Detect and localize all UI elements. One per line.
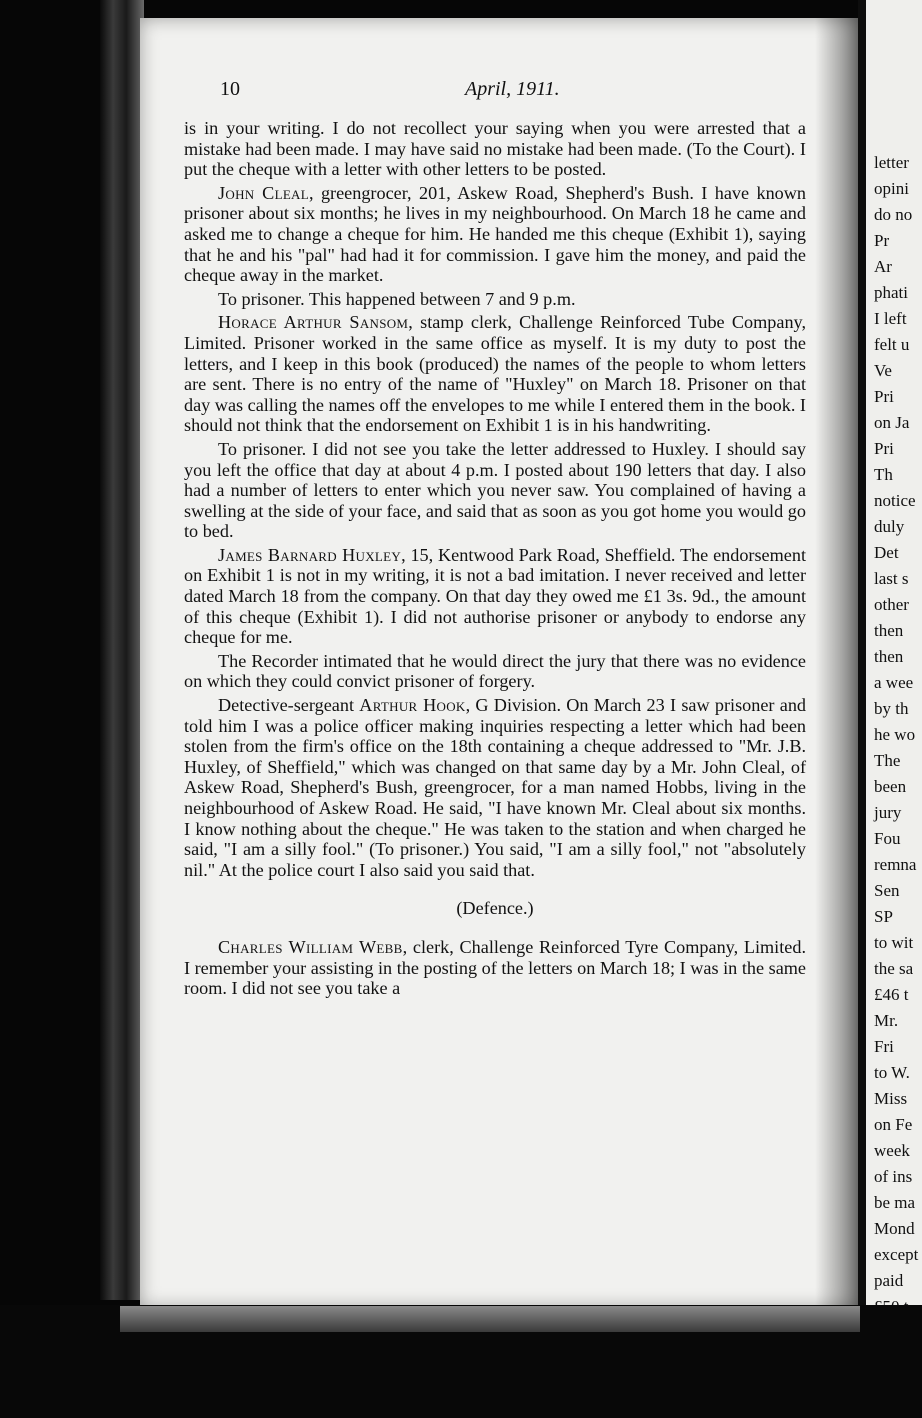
body-text bbox=[184, 118, 806, 1002]
paragraph-text: , G Division. On March 23 I saw prisoner and told him I was a police officer making inquiries respecting a letter which had been stolen from the firm's office on the 18th containing a cheque addressed to "Mr. J.B. Huxley, of Sheffield," which was changed on that same day by a Mr. John Cleal, of Askew Road, Shepherd's Bush, greengrocer, for a man named Hobbs, living in the neighbourhood of Askew Road. He said, "I have known Mr. Cleal about six months. I know nothing about the cheque." He was taken to the station and when charged he said, "I am a silly fool." (To prisoner.) You said, "I am a silly fool," not "absolutely nil." At the police court I also said you said that. bbox=[184, 695, 807, 880]
adjacent-page-line: Ar bbox=[874, 257, 892, 276]
adjacent-page-line: Det bbox=[874, 543, 899, 562]
paragraph-text: The Recorder intimated that he would direct the jury that there was no evidence on which they could convict prisoner of forgery. bbox=[184, 650, 806, 692]
adjacent-page-line: Sen bbox=[874, 881, 900, 900]
adjacent-page-line: opini bbox=[874, 179, 909, 198]
adjacent-page-text bbox=[874, 150, 922, 1372]
adjacent-page-line: the sa bbox=[874, 959, 914, 978]
witness-rank: Detective-sergeant bbox=[218, 695, 360, 716]
adjacent-page-line: by th bbox=[874, 699, 909, 718]
adjacent-page-line: on Fe bbox=[874, 1115, 913, 1134]
paragraph-text: , 15, Kentwood Park Road, Sheffield. The endorsement on Exhibit 1 is not in my writing, it is not a bad imitation. I never received and letter dated March 18 from the company. On that day they owed me £1 3s. 9d., the amount of this cheque (Exhibit 1). I did not authorise prisoner or anybody to endorse any cheque for me. bbox=[184, 544, 806, 648]
adjacent-page-line: other bbox=[874, 595, 909, 614]
adjacent-page-line: to W. bbox=[874, 1063, 910, 1082]
paragraph-4 bbox=[184, 312, 806, 436]
running-title: April, 1911. bbox=[465, 78, 560, 100]
binding-shadow bbox=[815, 18, 863, 1308]
paragraph-8 bbox=[184, 695, 806, 880]
paragraph-text: To prisoner. I did not see you take the letter addressed to Huxley. I should say you left the office that day at about 4 p.m. I posted about 190 letters that day. I also had a number of letters to enter which you never saw. You complained of having a swelling at the side of your face, and said that as soon as you got home you would go to bed. bbox=[184, 438, 806, 542]
adjacent-page-line: SP bbox=[874, 907, 893, 926]
page-number: 10 bbox=[220, 78, 240, 100]
adjacent-page-line: Miss bbox=[874, 1089, 908, 1108]
adjacent-page-line: Pri bbox=[874, 439, 894, 458]
witness-name: James Barnard Huxley bbox=[218, 544, 402, 565]
book-page-edges bbox=[100, 0, 144, 1300]
adjacent-page bbox=[866, 0, 922, 1418]
adjacent-page-line: letter bbox=[874, 153, 909, 172]
adjacent-page-line: except bbox=[874, 1245, 919, 1264]
adjacent-page-line: duly bbox=[874, 517, 905, 536]
paragraph-6 bbox=[184, 545, 806, 648]
adjacent-page-line: jury bbox=[874, 803, 902, 822]
book-gutter bbox=[858, 0, 866, 1418]
paragraph-text: , stamp clerk, Challenge Reinforced Tube Company, Limited. Prisoner worked in the same office as myself. It is my duty to post the letters, and I keep in this book (produced) the names of the people to whom letters are sent. There is no entry of the name of "Huxley" on March 18. Prisoner on that day was calling the names off the envelopes to me while I entered them in the book. I should not think that the endorsement on Exhibit 1 is in his handwriting. bbox=[184, 312, 806, 436]
witness-name: Charles William Webb bbox=[218, 936, 403, 957]
adjacent-page-line: Mond bbox=[874, 1219, 915, 1238]
paragraph-text: is in your writing. I do not recollect your saying when you were arrested that a mistake had been made. I may have said no mistake had been made. (To the Court). I put the cheque with a letter with other letters to be posted. bbox=[184, 118, 806, 180]
adjacent-page-line: be ma bbox=[874, 1193, 916, 1212]
adjacent-page-line: notice bbox=[874, 491, 916, 510]
adjacent-page-line: last s bbox=[874, 569, 909, 588]
page-bottom-edge bbox=[120, 1306, 860, 1332]
paragraph-5 bbox=[184, 439, 806, 542]
witness-name: Horace Arthur Sansom bbox=[218, 312, 409, 333]
adjacent-page-line: he wo bbox=[874, 725, 916, 744]
adjacent-page-line: Th bbox=[874, 465, 893, 484]
adjacent-page-line: then bbox=[874, 647, 904, 666]
adjacent-page-line: been bbox=[874, 777, 907, 796]
defence-paragraph bbox=[184, 937, 806, 999]
adjacent-page-line: week bbox=[874, 1141, 910, 1160]
adjacent-page-line: felt u bbox=[874, 335, 910, 354]
adjacent-page-line: of ins bbox=[874, 1167, 913, 1186]
adjacent-page-line: Fou bbox=[874, 829, 901, 848]
adjacent-page-line: phati bbox=[874, 283, 908, 302]
adjacent-page-line: on Ja bbox=[874, 413, 910, 432]
paragraph-7 bbox=[184, 651, 806, 692]
adjacent-page-line: do no bbox=[874, 205, 913, 224]
adjacent-page-line: Pri bbox=[874, 387, 894, 406]
adjacent-page-line: remna bbox=[874, 855, 917, 874]
adjacent-page-line: a wee bbox=[874, 673, 914, 692]
adjacent-page-line: Ve bbox=[874, 361, 892, 380]
paragraph-text: , greengrocer, 201, Askew Road, Shepherd's Bush. I have known prisoner about six months; he lives in my neighbourhood. On March 18 he came and asked me to change a cheque for him. He handed me this cheque (Exhibit 1), saying that he and his "pal" had had it for commission. I gave him the money, and paid the cheque away in the market. bbox=[184, 182, 806, 286]
witness-name: Arthur Hook bbox=[359, 695, 466, 716]
paragraph-text: To prisoner. This happened between 7 and 9 p.m. bbox=[218, 288, 576, 309]
adjacent-page-line: Fri bbox=[874, 1037, 894, 1056]
adjacent-page-line: The bbox=[874, 751, 901, 770]
adjacent-page-line: I left bbox=[874, 309, 907, 328]
paragraph-2 bbox=[184, 183, 806, 286]
section-heading: (Defence.) bbox=[456, 898, 534, 919]
adjacent-page-line: Pr bbox=[874, 231, 890, 250]
adjacent-page-line: paid bbox=[874, 1271, 904, 1290]
adjacent-page-line: £46 t bbox=[874, 985, 909, 1004]
paragraph-1 bbox=[184, 118, 806, 180]
adjacent-page-line: then bbox=[874, 621, 904, 640]
witness-name: John Cleal bbox=[218, 182, 309, 203]
adjacent-page-line: to wit bbox=[874, 933, 914, 952]
paragraph-3 bbox=[184, 289, 806, 310]
page-header bbox=[220, 78, 810, 108]
paragraph-text: , clerk, Challenge Reinforced Tyre Company, Limited. I remember your assisting in the posting of the letters on March 18; I was in the same room. I did not see you take a bbox=[184, 936, 806, 999]
adjacent-page-line: Mr. bbox=[874, 1011, 899, 1030]
